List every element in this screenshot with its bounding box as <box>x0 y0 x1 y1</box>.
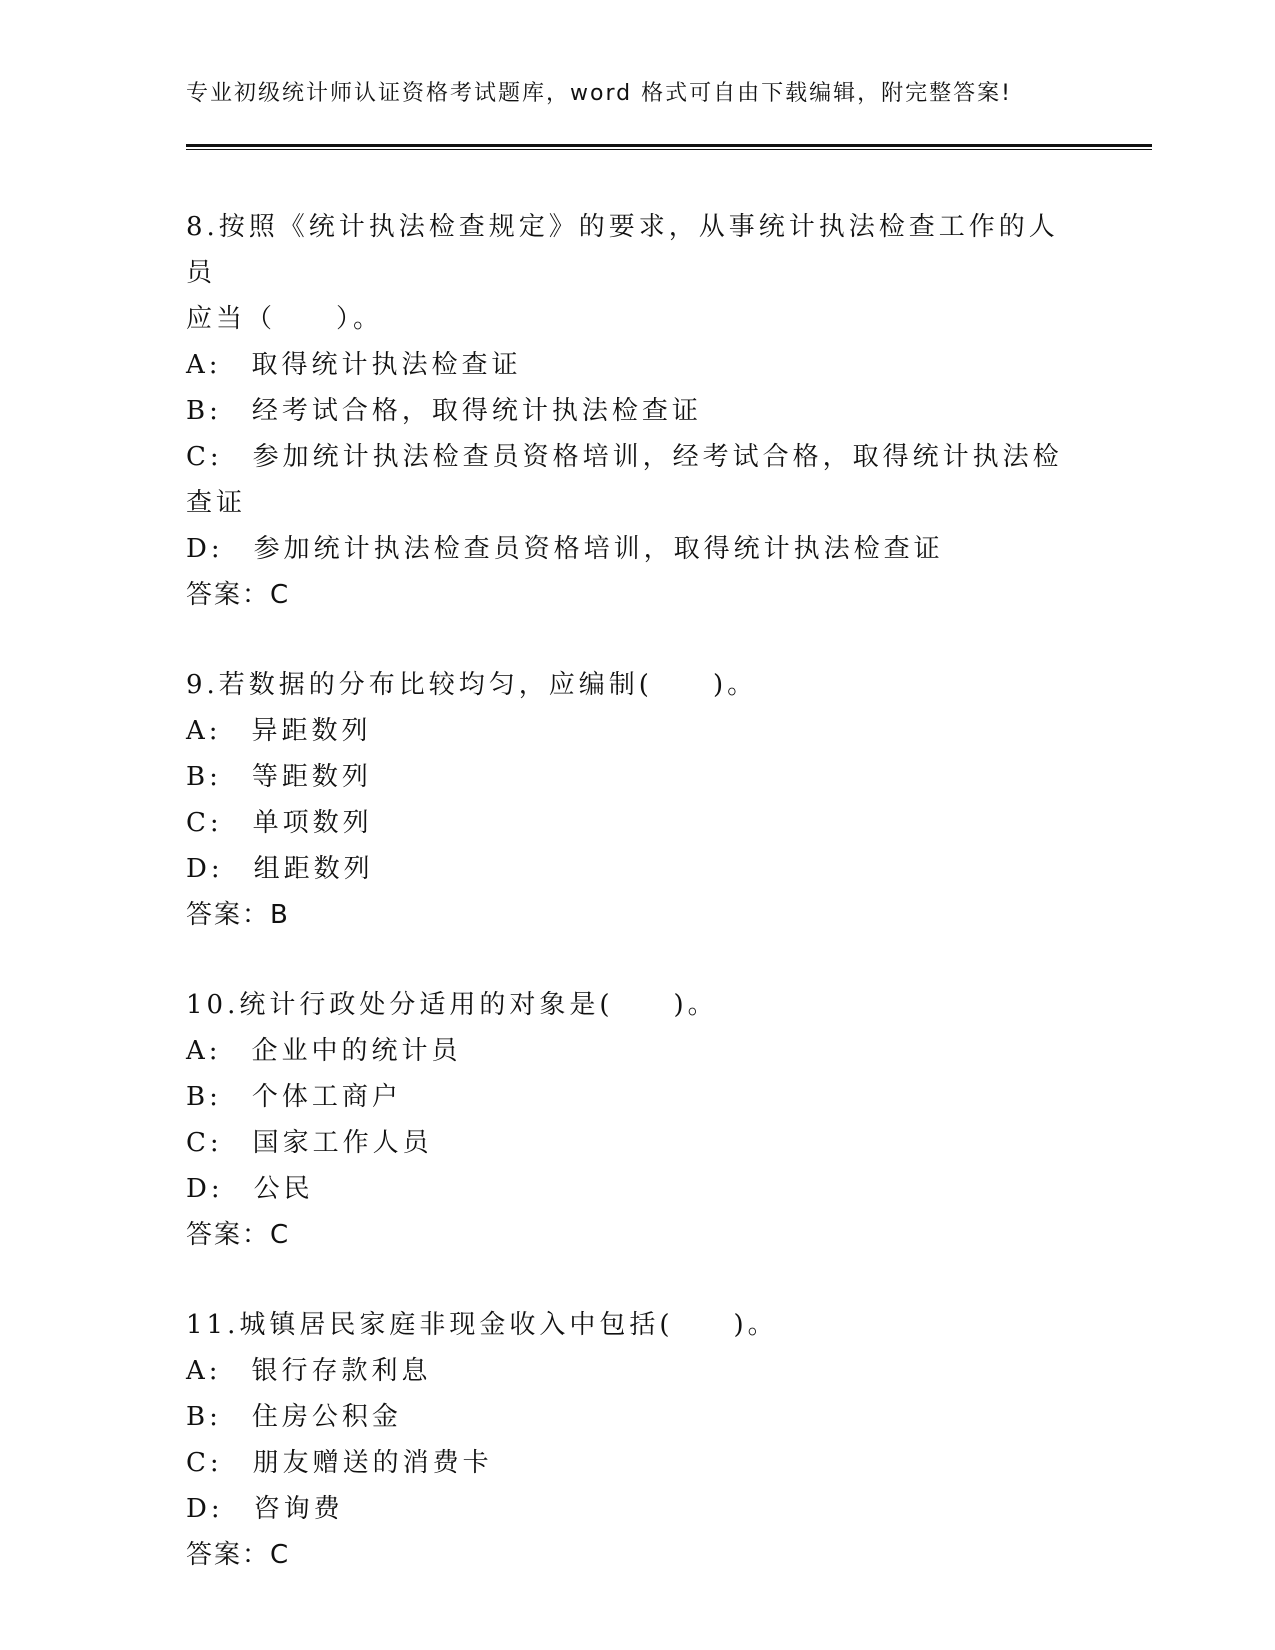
option-c: C: 国家工作人员 <box>186 1128 433 1158</box>
header-divider-thick <box>186 144 1152 147</box>
option-c: C: 单项数列 <box>186 808 373 838</box>
option-d: D: 公民 <box>186 1174 314 1204</box>
option-a: A: 企业中的统计员 <box>186 1036 462 1066</box>
option-a: A: 异距数列 <box>186 716 372 746</box>
option-d: D: 咨询费 <box>186 1494 344 1524</box>
question-stem-line: 应当（ ）。 <box>186 304 384 334</box>
question-stem-line: 8.按照《统计执法检查规定》的要求，从事统计执法检查工作的人员 <box>186 212 1059 288</box>
answer-line: 答案：C <box>186 580 291 610</box>
question-stem <box>186 1302 1086 1348</box>
question-stem <box>186 982 1086 1028</box>
question-stem-line: 11.城镇居民家庭非现金收入中包括( )。 <box>186 1310 778 1340</box>
option-c: C: 参加统计执法检查员资格培训，经考试合格，取得统计执法检查证 <box>186 442 1063 518</box>
option-b: B: 个体工商户 <box>186 1082 402 1112</box>
answer-line: 答案：C <box>186 1540 291 1570</box>
option-d: D: 组距数列 <box>186 854 374 884</box>
option-b: B: 经考试合格，取得统计执法检查证 <box>186 396 702 426</box>
question-list <box>186 204 1086 1622</box>
option-c: C: 朋友赠送的消费卡 <box>186 1448 493 1478</box>
question-stem-line: 9.若数据的分布比较均匀，应编制( )。 <box>186 670 758 700</box>
option-a: A: 取得统计执法检查证 <box>186 350 522 380</box>
page-header: 专业初级统计师认证资格考试题库，word 格式可自由下载编辑，附完整答案! <box>186 81 1012 106</box>
header-divider-thin <box>186 149 1152 150</box>
question-8 <box>186 204 1086 618</box>
option-d: D: 参加统计执法检查员资格培训，取得统计执法检查证 <box>186 534 944 564</box>
option-a: A: 银行存款利息 <box>186 1356 432 1386</box>
question-10 <box>186 982 1086 1258</box>
question-stem <box>186 204 1086 342</box>
question-9 <box>186 662 1086 938</box>
answer-line: 答案：C <box>186 1220 291 1250</box>
answer-line: 答案：B <box>186 900 290 930</box>
option-b: B: 等距数列 <box>186 762 372 792</box>
question-11 <box>186 1302 1086 1578</box>
question-stem-line: 10.统计行政处分适用的对象是( )。 <box>186 990 718 1020</box>
question-stem <box>186 662 1086 708</box>
option-b: B: 住房公积金 <box>186 1402 402 1432</box>
